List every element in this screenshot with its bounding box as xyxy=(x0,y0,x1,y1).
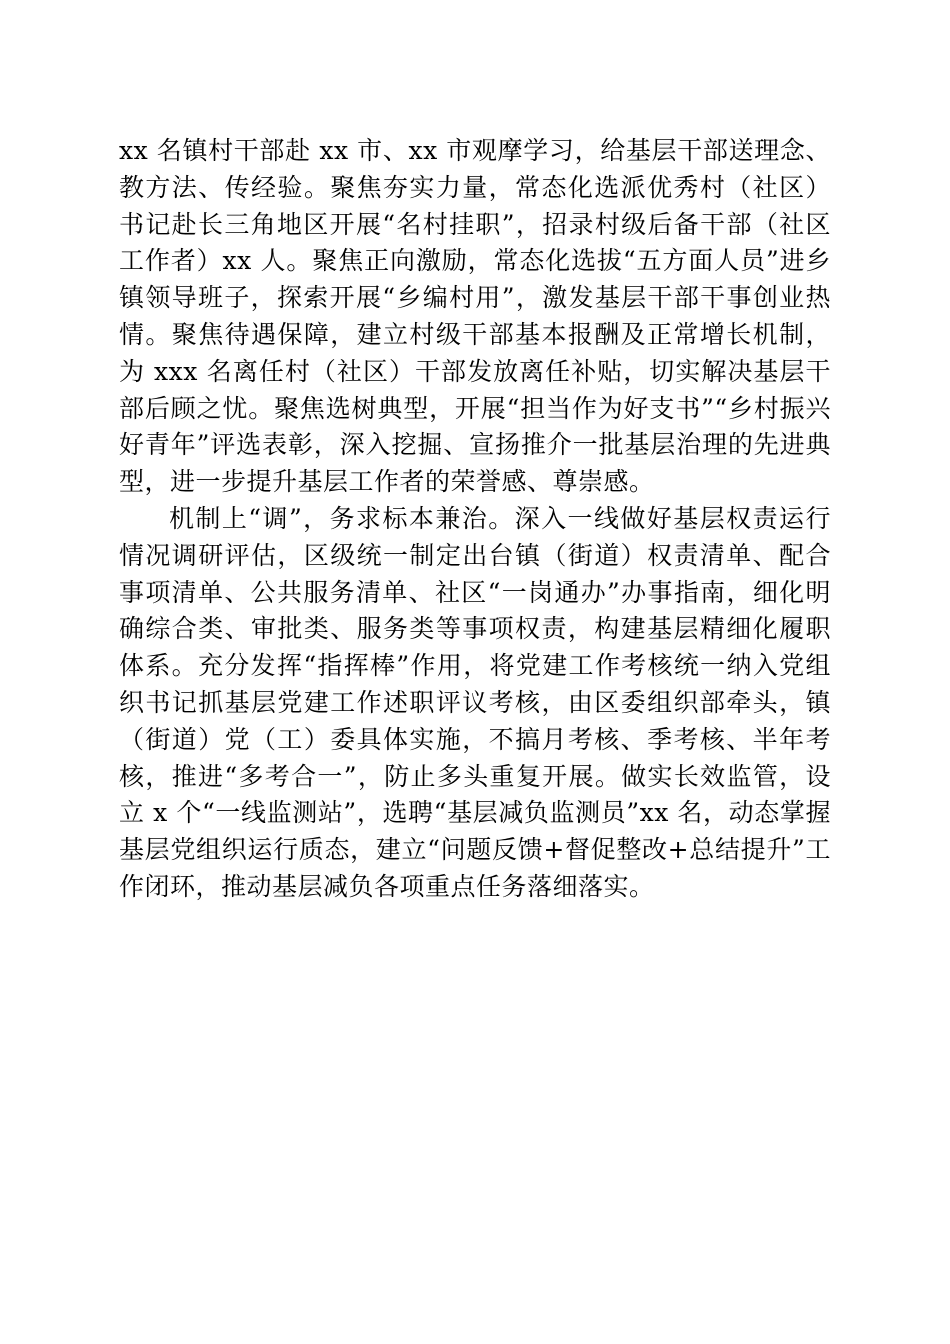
paragraph-continued: xx 名镇村干部赴 xx 市、xx 市观摩学习，给基层干部送理念、教方法、传经验。聚焦夯实力量，常态化选派优秀村（社区）书记赴长三角地区开展“名村挂职”，招录村级后备干部（社区工作者）xx 人。聚焦正向激励，常态化选拔“五方面人员”进乡镇领导班子，探索开展“乡编村用”，激发基层干部干事创业热情。聚焦待遇保障，建立村级干部基本报酬及正常增长机制，为 xxx 名离任村（社区）干部发放离任补贴，切实解决基层干部后顾之忧。聚焦选树典型，开展“担当作为好支书”“乡村振兴好青年”评选表彰，深入挖掘、宣扬推介一批基层治理的先进典型，进一步提升基层工作者的荣誉感、尊崇感。 xyxy=(119,136,831,497)
paragraph-mechanism: 机制上“调”，务求标本兼治。深入一线做好基层权责运行情况调研评估，区级统一制定出台镇（街道）权责清单、配合事项清单、公共服务清单、社区“一岗通办”办事指南，细化明确综合类、审批类、服务类等事项权责，构建基层精细化履职体系。充分发挥“指挥棒”作用，将党建工作考核统一纳入党组织书记抓基层党建工作述职评议考核，由区委组织部牵头，镇（街道）党（工）委具体实施，不搞月考核、季考核、半年考核，推进“多考合一”，防止多头重复开展。做实长效监管，设立 x 个“一线监测站”，选聘“基层减负监测员”xx 名，动态掌握基层党组织运行质态，建立“问题反馈+督促整改+总结提升”工作闭环，推动基层减负各项重点任务落细落实。 xyxy=(119,503,831,901)
document-page xyxy=(119,133,831,906)
